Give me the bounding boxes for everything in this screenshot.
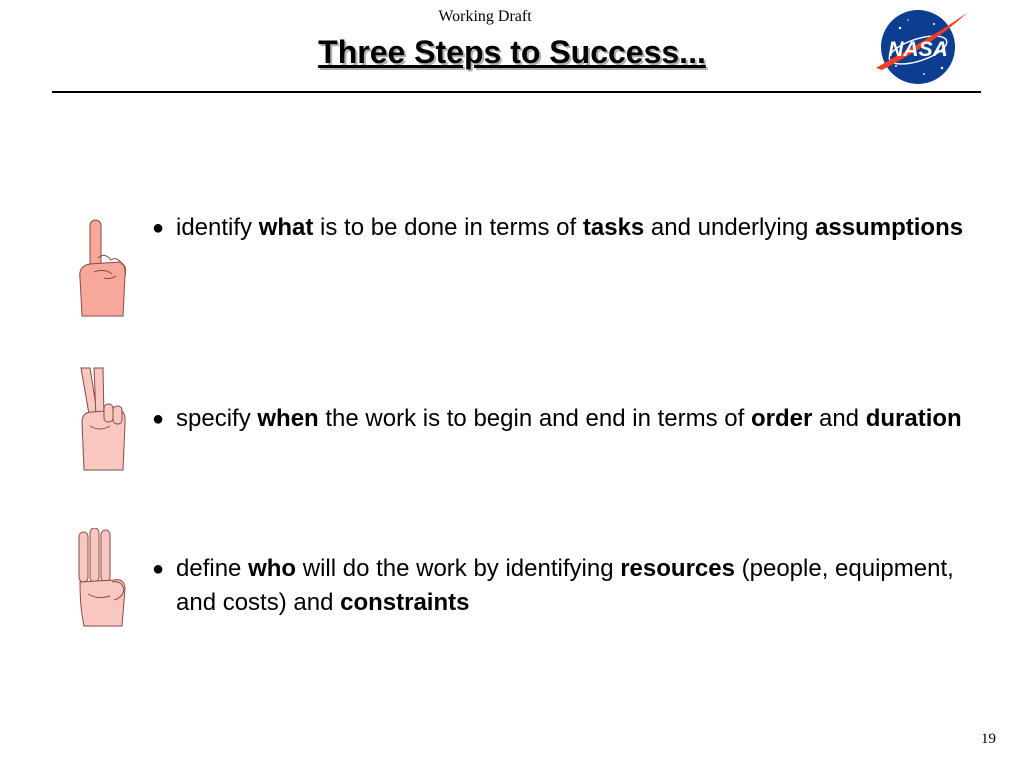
step-text-segment: specify bbox=[176, 405, 258, 432]
step-text-segment: the work is to begin and end in terms of bbox=[318, 405, 751, 432]
step-text-segment: identify bbox=[176, 214, 259, 241]
step-three-bullet bbox=[152, 552, 972, 620]
title-divider bbox=[52, 91, 981, 93]
step-text-segment: define bbox=[176, 555, 249, 582]
bullet-dot: ● bbox=[152, 558, 165, 580]
step-text-segment: will do the work by identifying bbox=[296, 555, 621, 582]
logo-lettering: NASA bbox=[888, 38, 948, 61]
step-keyword: who bbox=[248, 555, 297, 582]
step-two-bullet bbox=[152, 402, 972, 436]
bullet-dot: ● bbox=[152, 408, 165, 430]
bullet-dot: ● bbox=[152, 217, 165, 239]
step-keyword: what bbox=[258, 214, 314, 241]
step-keyword: resources bbox=[620, 555, 735, 582]
three-finger-hand-icon bbox=[76, 528, 128, 628]
step-keyword: tasks bbox=[582, 214, 645, 241]
step-keyword: order bbox=[750, 405, 813, 432]
two-finger-hand-icon bbox=[76, 366, 128, 472]
step-text bbox=[176, 402, 972, 436]
step-one-bullet bbox=[152, 211, 972, 245]
step-keyword: constraints bbox=[340, 589, 470, 616]
working-draft-label: Working Draft bbox=[438, 8, 532, 25]
step-keyword: assumptions bbox=[815, 214, 964, 241]
step-text-segment: is to be done in terms of bbox=[313, 214, 583, 241]
step-text-segment: and underlying bbox=[644, 214, 816, 241]
step-keyword: when bbox=[257, 405, 319, 432]
step-text bbox=[176, 552, 972, 620]
slide-title: Three Steps to Success... bbox=[318, 34, 706, 70]
step-text bbox=[176, 211, 972, 245]
one-finger-hand-icon bbox=[76, 218, 128, 318]
nasa-logo bbox=[872, 6, 970, 86]
step-text-segment: and bbox=[812, 405, 866, 432]
step-keyword: duration bbox=[865, 405, 962, 432]
page-number: 19 bbox=[981, 731, 996, 747]
step-text-segment: (people, equipment, and costs) and bbox=[176, 555, 954, 616]
